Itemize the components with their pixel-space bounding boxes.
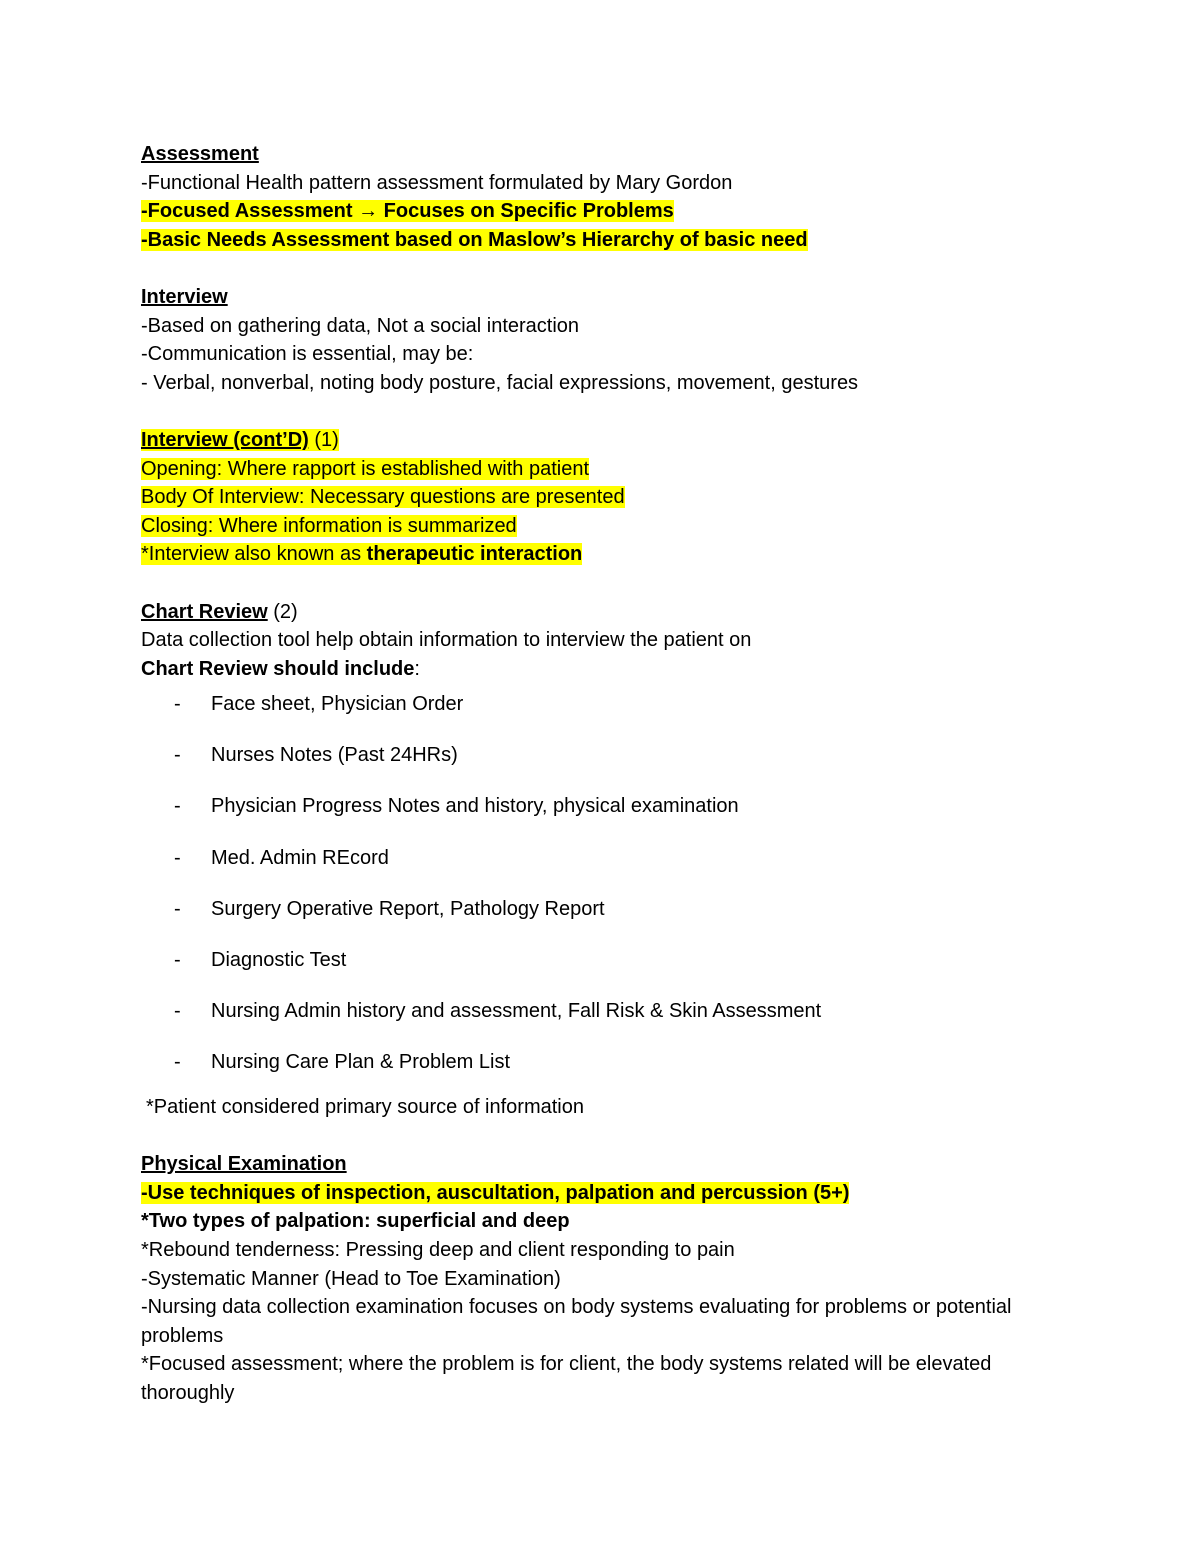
interview-contd-heading: Interview (cont’D) <box>141 428 309 451</box>
list-item-text: Nurses Notes (Past 24HRs) <box>211 744 458 767</box>
interview-contd-heading-line <box>141 426 1071 455</box>
interview-contd-number: (1) <box>308 428 339 451</box>
interview-contd-line-4 <box>141 540 1071 569</box>
interview-contd-line-3 <box>141 512 1071 541</box>
physical-exam-line-1-text: -Use techniques of inspection, auscultation, palpation and percussion (5+) <box>141 1181 850 1204</box>
chart-review-include-colon: : <box>414 657 420 680</box>
physical-exam-line-1 <box>141 1179 1071 1208</box>
assessment-line-3 <box>141 226 1071 255</box>
list-item-text: Diagnostic Test <box>211 948 347 971</box>
list-item <box>141 690 1071 741</box>
physical-exam-line-4: -Systematic Manner (Head to Toe Examination) <box>141 1267 561 1290</box>
spacer <box>141 397 1071 426</box>
list-item <box>141 844 1071 895</box>
assessment-line-2 <box>141 197 1071 226</box>
chart-review-number: (2) <box>267 600 298 623</box>
assessment-heading-line <box>141 140 1071 169</box>
chart-review-list <box>141 690 1071 1086</box>
interview-line-2: -Communication is essential, may be: <box>141 343 474 366</box>
spacer <box>141 254 1071 283</box>
list-item-text: Nursing Admin history and assessment, Fall Risk & Skin Assessment <box>211 999 822 1022</box>
interview-contd-line-1-text: Opening: Where rapport is established with patient <box>141 457 590 480</box>
physical-exam-heading-line <box>141 1150 1071 1179</box>
chart-review-include-label: Chart Review should include <box>141 657 415 680</box>
physical-exam-line-5: -Nursing data collection examination focuses on body systems evaluating for problems or potential problems <box>141 1296 1012 1347</box>
interview-contd-line-2 <box>141 483 1071 512</box>
list-dash: - <box>174 744 181 767</box>
list-dash: - <box>174 846 181 869</box>
assessment-heading: Assessment <box>141 143 259 165</box>
spacer <box>141 569 1071 598</box>
interview-contd-line-3-text: Closing: Where information is summarized <box>141 514 517 537</box>
chart-review-heading: Chart Review <box>141 600 268 623</box>
physical-exam-line-3: *Rebound tenderness: Pressing deep and client responding to pain <box>141 1238 735 1261</box>
physical-exam-heading: Physical Examination <box>141 1153 347 1176</box>
interview-contd-line-4-bold: therapeutic interaction <box>366 543 583 566</box>
chart-review-heading-line <box>141 598 1071 627</box>
chart-review-include-line <box>141 655 1071 684</box>
chart-review-line-1: Data collection tool help obtain information to interview the patient on <box>141 629 752 652</box>
list-item-text: Nursing Care Plan & Problem List <box>211 1050 511 1073</box>
physical-exam-line-6: *Focused assessment; where the problem is for client, the body systems related will be elevated thoroughly <box>141 1353 992 1404</box>
list-item-text: Surgery Operative Report, Pathology Report <box>211 897 605 920</box>
assessment-line-3-text: -Basic Needs Assessment based on Maslow’s Hierarchy of basic need <box>141 228 808 251</box>
list-item <box>141 792 1071 843</box>
document-content <box>141 140 1071 1407</box>
list-item <box>141 741 1071 792</box>
assessment-line-2-text: -Focused Assessment → Focuses on Specific Problems <box>141 200 674 223</box>
list-dash: - <box>174 1050 181 1073</box>
chart-review-note: *Patient considered primary source of information <box>146 1095 584 1118</box>
list-dash: - <box>174 795 181 818</box>
list-dash: - <box>174 948 181 971</box>
physical-exam-line-2: *Two types of palpation: superficial and deep <box>141 1210 570 1233</box>
interview-heading: Interview <box>141 285 228 308</box>
list-item-text: Med. Admin REcord <box>211 846 389 869</box>
list-dash: - <box>174 693 181 716</box>
interview-contd-line-2-text: Body Of Interview: Necessary questions are presented <box>141 486 625 509</box>
interview-contd-line-4-prefix: *Interview also known as <box>141 543 367 566</box>
spacer <box>141 1122 1071 1151</box>
list-item <box>141 946 1071 997</box>
interview-line-3: - Verbal, nonverbal, noting body posture, facial expressions, movement, gestures <box>141 371 859 394</box>
list-dash: - <box>174 999 181 1022</box>
list-dash: - <box>174 897 181 920</box>
interview-contd-line-1 <box>141 455 1071 484</box>
list-item-text: Physician Progress Notes and history, physical examination <box>211 795 739 818</box>
interview-line-1: -Based on gathering data, Not a social interaction <box>141 314 580 337</box>
list-item <box>141 1048 1071 1086</box>
assessment-line-1: -Functional Health pattern assessment formulated by Mary Gordon <box>141 171 733 194</box>
list-item <box>141 895 1071 946</box>
list-item <box>141 997 1071 1048</box>
list-item-text: Face sheet, Physician Order <box>211 693 464 716</box>
interview-heading-line <box>141 283 1071 312</box>
